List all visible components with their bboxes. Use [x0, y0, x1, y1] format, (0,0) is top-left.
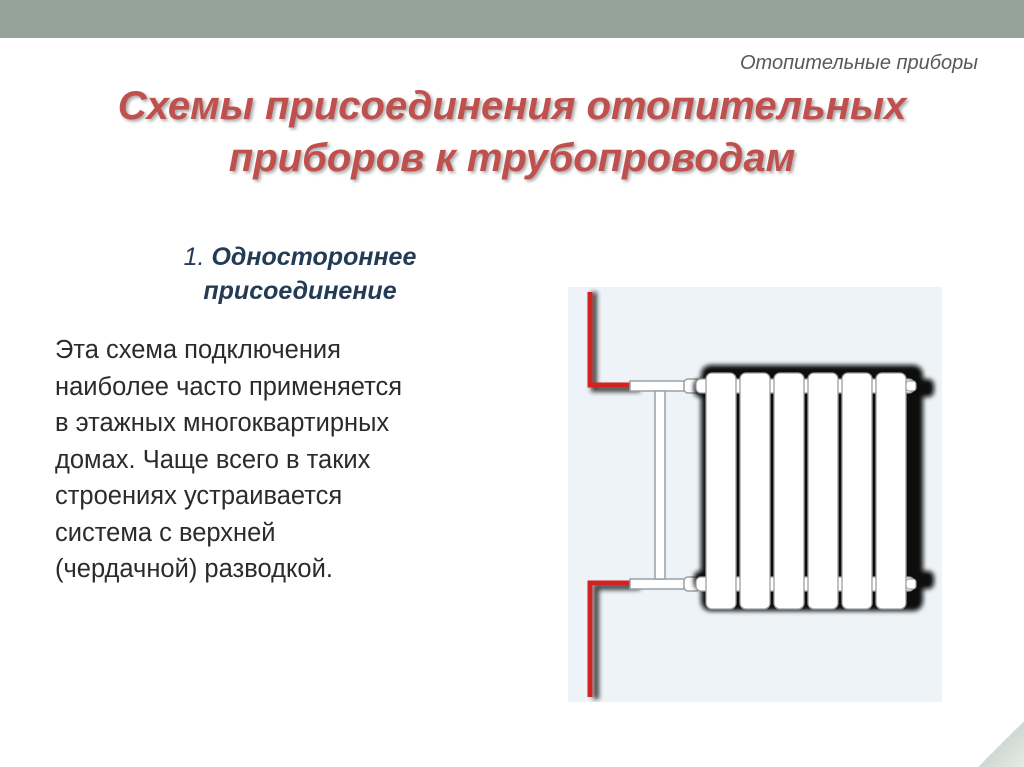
- radiator-diagram: [568, 287, 942, 702]
- radiator-section: [774, 373, 804, 609]
- subheading: [100, 240, 500, 308]
- radiator-section: [842, 373, 872, 609]
- subheading-text: Одностороннее присоединение: [203, 243, 417, 305]
- radiator-section: [740, 373, 770, 609]
- page-corner-fold: [978, 721, 1024, 767]
- radiator-diagram-svg: [568, 287, 942, 702]
- subheading-number: 1.: [183, 243, 205, 271]
- radiator-section: [808, 373, 838, 609]
- slide-title: Схемы присоединения отопительных приборов к трубопроводам: [117, 84, 907, 180]
- section-label: Отопительные приборы: [739, 52, 978, 74]
- supply-pipe: [590, 292, 638, 385]
- pipe-shadows: [594, 292, 640, 699]
- top-bar: [0, 0, 1024, 38]
- body-text: Эта схема подключения наиболее часто применяется в этажных многоквартирных домах. Чаще всего в таких строениях устраивается система с верхней (чердачной) разводкой.: [55, 336, 403, 583]
- connector-pipes: [630, 379, 700, 591]
- radiator-section: [876, 373, 906, 609]
- radiator-section: [706, 373, 736, 609]
